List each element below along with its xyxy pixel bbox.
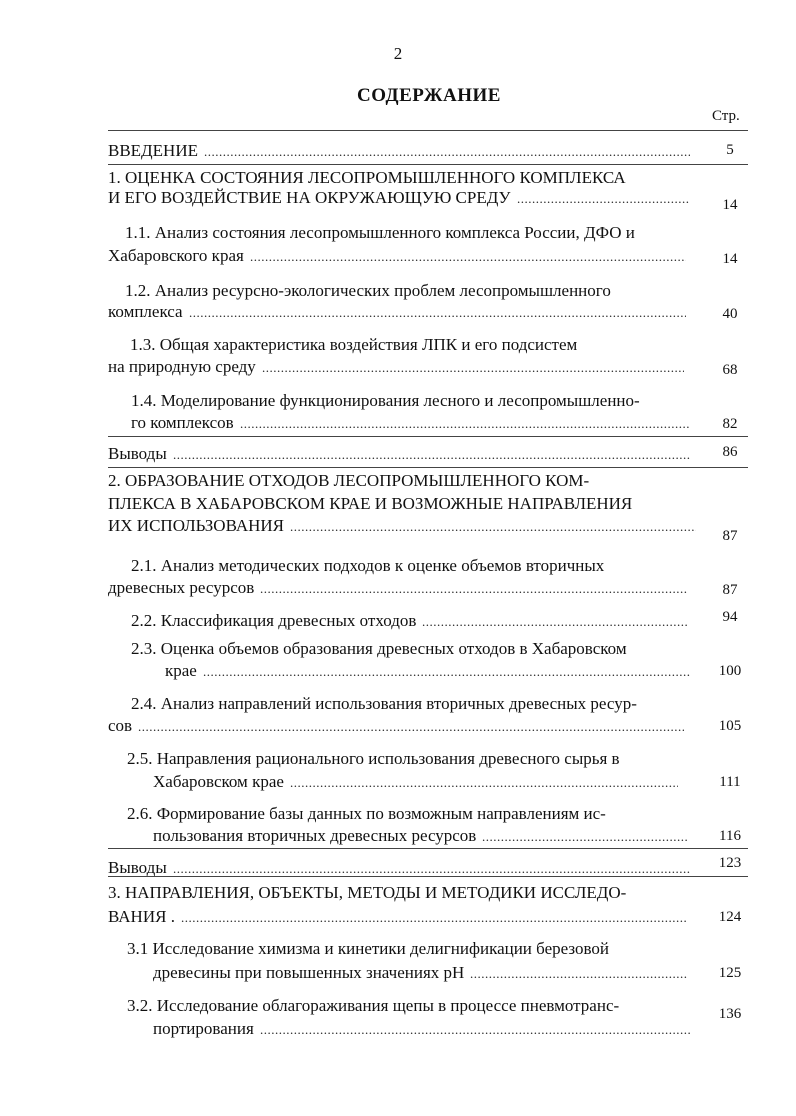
toc-entry-line: ВАНИЯ . <box>108 907 175 926</box>
toc-entry-line: комплекса <box>108 302 183 321</box>
dot-leader <box>189 301 686 323</box>
dot-leader <box>138 715 684 737</box>
toc-entry-line: 2.1. Анализ методических подходов к оценке объемов вторичных <box>131 556 605 575</box>
toc-entry-line: ВВЕДЕНИЕ <box>108 141 198 160</box>
toc-entry-line: 2. ОБРАЗОВАНИЕ ОТХОДОВ ЛЕСОПРОМЫШЛЕННОГО КОМ- <box>108 471 590 490</box>
toc-entry-line: Выводы <box>108 444 167 463</box>
toc-entry-line: 2.4. Анализ направлений использования вторичных древесных ресур- <box>131 694 637 713</box>
toc-page-number: 94 <box>722 609 738 625</box>
toc-page-number: 40 <box>722 306 738 322</box>
toc-page-number: 136 <box>718 1006 742 1022</box>
page-number: 2 <box>393 44 403 63</box>
dot-leader <box>181 906 688 928</box>
dot-leader <box>470 962 688 984</box>
toc-entry-line: 1.3. Общая характеристика воздействия ЛПК и его подсистем <box>130 335 578 354</box>
toc-entry-line: Хабаровском крае <box>153 772 284 791</box>
toc-entry-line: 2.6. Формирование базы данных по возможным направлениям ис- <box>127 804 606 823</box>
toc-page-number: 87 <box>722 582 738 598</box>
dot-leader <box>260 1018 690 1040</box>
dot-leader <box>203 660 690 682</box>
divider-rule <box>108 876 748 877</box>
toc-entry-line: ИХ ИСПОЛЬЗОВАНИЯ <box>108 516 285 535</box>
dot-leader <box>290 515 696 537</box>
toc-page-number: 14 <box>722 251 738 267</box>
toc-entry-line: 2.5. Направления рационального использования древесного сырья в <box>127 749 620 768</box>
dot-leader <box>173 443 690 465</box>
dot-leader <box>204 140 690 162</box>
toc-entry-line: крае <box>165 661 197 680</box>
toc-entry-line: ПЛЕКСА В ХАБАРОВСКОМ КРАЕ И ВОЗМОЖНЫЕ НАПРАВЛЕНИЯ <box>108 494 633 513</box>
toc-entry-line: портирования <box>153 1019 254 1038</box>
page-title: СОДЕРЖАНИЕ <box>357 85 501 106</box>
dot-leader <box>260 577 688 599</box>
toc-entry-line: го комплексов <box>131 413 234 432</box>
toc-entry-line: Хабаровского края <box>108 246 244 265</box>
dot-leader <box>262 356 684 378</box>
toc-page-number: 105 <box>718 718 742 734</box>
toc-entry-line: пользования вторичных древесных ресурсов <box>153 826 477 845</box>
toc-page-number: 82 <box>722 416 738 432</box>
toc-page-number: 123 <box>718 855 742 871</box>
toc-entry-line: 1. ОЦЕНКА СОСТОЯНИЯ ЛЕСОПРОМЫШЛЕННОГО КОМПЛЕКСА <box>108 168 626 187</box>
toc-page-number: 100 <box>718 663 742 679</box>
dot-leader <box>422 610 688 632</box>
toc-entry-line: древесных ресурсов <box>108 578 255 597</box>
dot-leader <box>250 245 686 267</box>
toc-entry-line: 3.1 Исследование химизма и кинетики делигнификации березовой <box>127 939 610 958</box>
toc-entry-line: 3. НАПРАВЛЕНИЯ, ОБЪЕКТЫ, МЕТОДЫ И МЕТОДИКИ ИССЛЕДО- <box>108 883 627 902</box>
divider-rule <box>108 130 748 131</box>
toc-entry-line: 1.4. Моделирование функционирования лесного и лесопромышленно- <box>131 391 640 410</box>
toc-entry-line: на природную среду <box>108 357 256 376</box>
toc-entry-line: 1.1. Анализ состояния лесопромышленного комплекса России, ДФО и <box>125 223 635 242</box>
toc-page-number: 124 <box>718 909 742 925</box>
divider-rule <box>108 436 748 437</box>
toc-page-number: 116 <box>719 828 741 844</box>
divider-rule <box>108 467 748 468</box>
dot-leader <box>517 187 690 209</box>
dot-leader <box>240 412 690 434</box>
divider-rule <box>108 164 748 165</box>
toc-page-number: 87 <box>722 528 738 544</box>
toc-page-number: 125 <box>718 965 742 981</box>
dot-leader <box>482 825 688 847</box>
dot-leader <box>290 771 678 793</box>
toc-entry-line: И ЕГО ВОЗДЕЙСТВИЕ НА ОКРУЖАЮЩУЮ СРЕДУ <box>108 188 511 207</box>
toc-page-number: 86 <box>722 444 738 460</box>
toc-entry-line: 1.2. Анализ ресурсно-экологических проблем лесопромышленного <box>125 281 611 300</box>
toc-page-number: 14 <box>722 197 738 213</box>
toc-entry-line: 2.2. Классификация древесных отходов <box>131 611 417 630</box>
toc-page-number: 111 <box>719 774 741 790</box>
divider-rule <box>108 848 748 849</box>
toc-page-number: 5 <box>726 142 734 158</box>
toc-entry-line: сов <box>108 716 133 735</box>
toc-entry-line: 2.3. Оценка объемов образования древесных отходов в Хабаровском <box>131 639 627 658</box>
toc-entry-line: древесины при повышенных значениях pH <box>153 963 465 982</box>
toc-page-number: 68 <box>722 362 738 378</box>
page-column-label: Стр. <box>712 108 740 124</box>
toc-entry-line: Выводы <box>108 858 167 877</box>
toc-entry-line: 3.2. Исследование облагораживания щепы в процессе пневмотранс- <box>127 996 620 1015</box>
